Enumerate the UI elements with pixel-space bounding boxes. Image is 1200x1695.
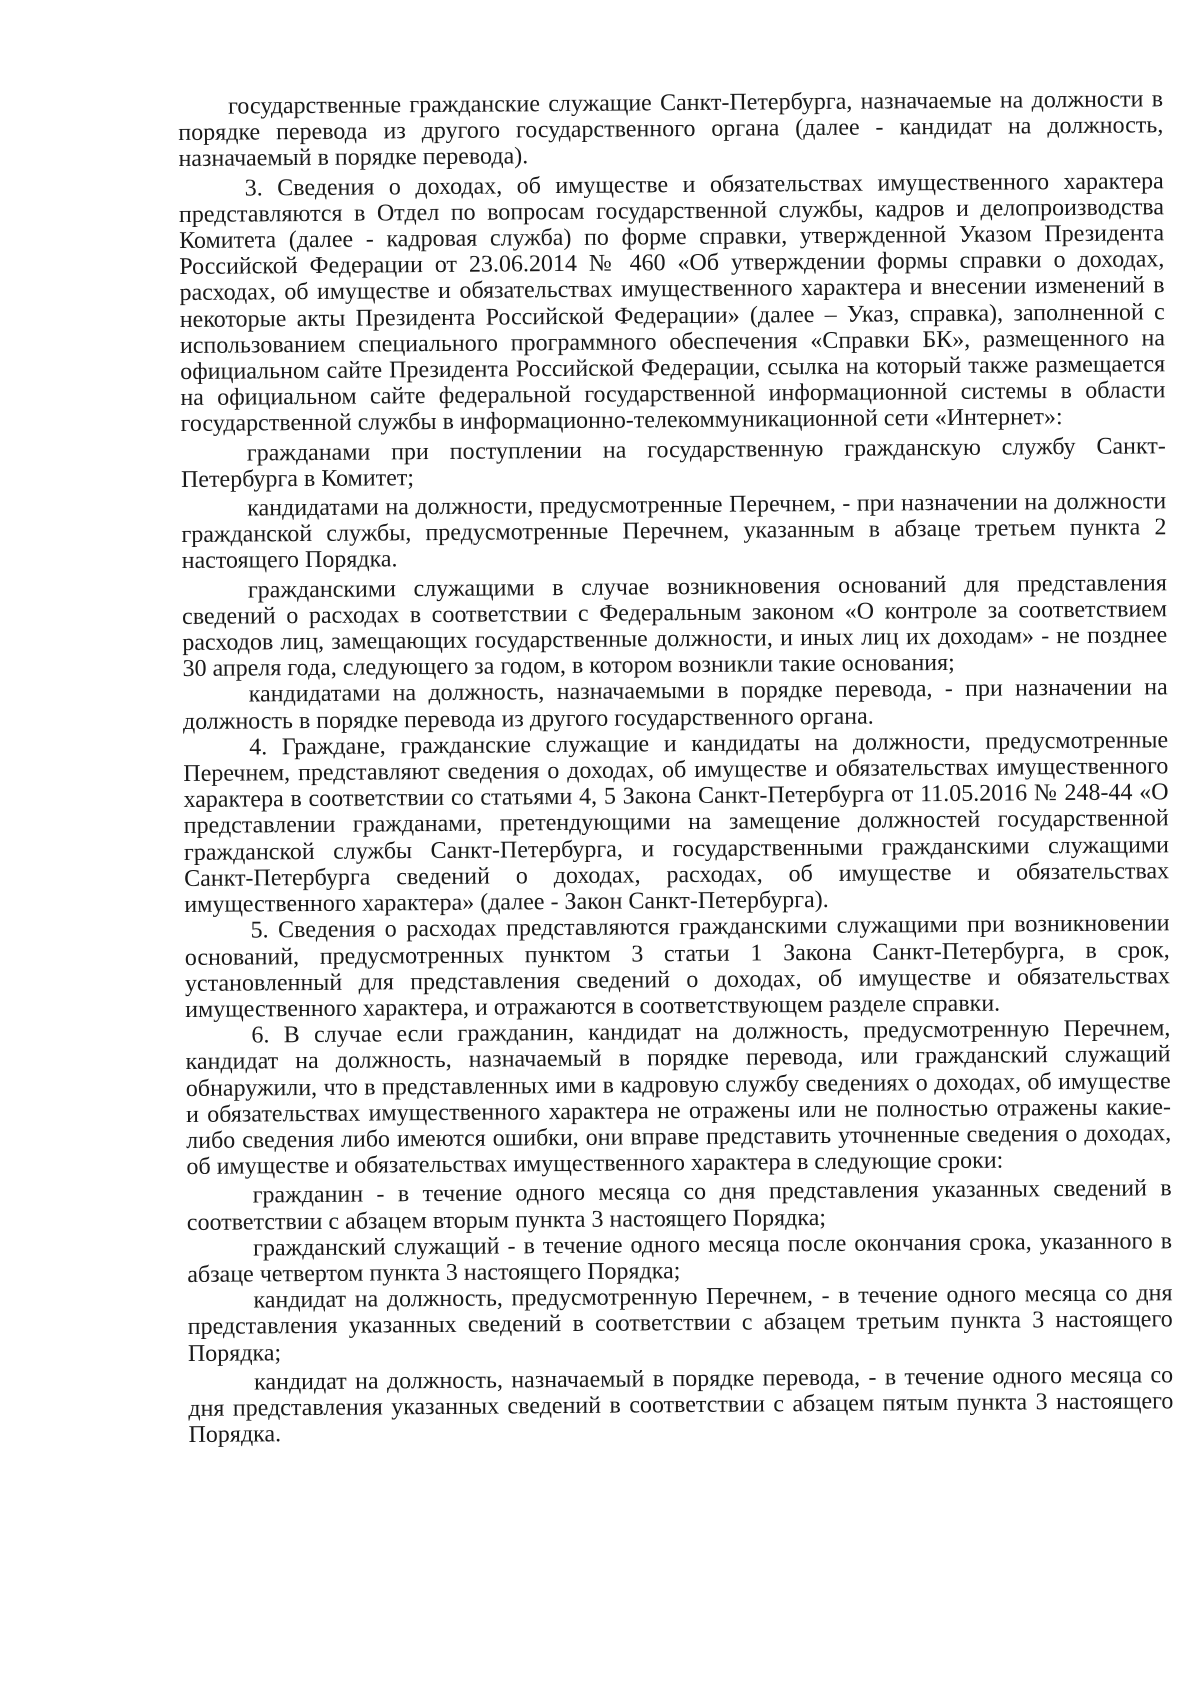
paragraph-continuation: государственные гражданские служащие Санкт-Петербурга, назначаемые на должности в порядке перевода из другого государственного органа (далее - кандидат на должность, назначаемый в порядке перевода). [178, 86, 1164, 173]
paragraph-civil-servants: гражданскими служащими в случае возникновения оснований для представления сведений о расходах в соответствии с Федеральным законом «О контроле за соответствием расходов лиц, замещающих государственные должности, и иных лиц их доходам» - не позднее 30 апреля года, следующего за годом, в котором возникли такие основания; [182, 569, 1168, 683]
paragraph-term-citizen: гражданин - в течение одного месяца со дня представления указанных сведений в соответствии с абзацем вторым пункта 3 настоящего Порядка; [186, 1175, 1172, 1236]
paragraph-item-4: 4. Граждане, гражданские служащие и кандидаты на должности, предусмотренные Перечнем, представляют сведения о доходах, об имуществе и обязательствах имущественного характера в соответствии со статьями 4, 5 Закона Санкт-Петербурга от 11.05.2016 № 248-44 «О представлении гражданами, претендующими на замещение должностей государственной гражданской службы Санкт-Петербурга, и государственными гражданскими служащими Санкт-Петербурга сведений о доходах, расходах, об имуществе и обязательствах имущественного характера» (далее - Закон Санкт-Петербурга). [183, 727, 1170, 919]
paragraph-citizens: гражданами при поступлении на государственную гражданскую службу Санкт-Петербурга в Комитет; [180, 432, 1166, 493]
paragraph-item-3: 3. Сведения о доходах, об имуществе и обязательствах имущественного характера представляются в Отдел по вопросам государственной службы, кадров и делопроизводства Комитета (далее - кадровая служба) по форме справки, утвержденной Указом Президента Российской Федерации от 23.06.2014 № 460 «Об утверждении формы справки о доходах, расходах, об имуществе и обязательствах имущественного характера и внесении изменений в некоторые акты Президента Российской Федерации» (далее – Указ, справка), заполненной с использованием специального программного обеспечения «Справки БК», размещенного на официальном сайте Президента Российской Федерации, ссылка на который также размещается на официальном сайте федеральной государственной информационной системы в области государственной службы в информационно-телекоммуникационной сети «Интернет»: [178, 167, 1166, 438]
paragraph-candidates-list: кандидатами на должности, предусмотренные Перечнем, - при назначении на должности гражданской службы, предусмотренные Перечнем, указанным в абзаце третьем пункта 2 настоящего Порядка. [181, 488, 1167, 575]
paragraph-item-6: 6. В случае если гражданин, кандидат на должность, предусмотренную Перечнем, кандидат на должность, назначаемый в порядке перевода, или гражданский служащий обнаружили, что в представленных ими в кадровую службу сведениях о доходах, об имуществе и обязательствах имущественного характера не отражены или не полностью отражены какие-либо сведения либо имеются ошибки, они вправе представить уточненные сведения о доходах, об имуществе и обязательствах имущественного характера в следующие сроки: [185, 1015, 1172, 1181]
paragraph-term-candidate-transfer: кандидат на должность, назначаемый в порядке перевода, - в течение одного месяца со дня представления указанных сведений в соответствии с абзацем пятым пункта 3 настоящего Порядка. [188, 1361, 1174, 1449]
paragraph-term-candidate-list: кандидат на должность, предусмотренную Перечнем, - в течение одного месяца со дня представления указанных сведений в соответствии с абзацем третьим пункта 3 настоящего Порядка; [187, 1280, 1173, 1367]
paragraph-term-civil-servant: гражданский служащий - в течение одного месяца после окончания срока, указанного в абзаце четвертом пункта 3 настоящего Порядка; [187, 1227, 1173, 1288]
paragraph-item-5: 5. Сведения о расходах представляются гражданскими служащими при возникновении оснований, предусмотренных пунктом 3 статьи 1 Закона Санкт-Петербурга, в срок, установленный для представления сведений о доходах, об имуществе и обязательствах имущественного характера, и отражаются в соответствующем разделе справки. [184, 910, 1171, 1023]
document-body [178, 86, 1174, 1448]
paragraph-candidates-transfer: кандидатами на должность, назначаемыми в порядке перевода, - при назначении на должность в порядке перевода из другого государственного органа. [182, 674, 1168, 735]
